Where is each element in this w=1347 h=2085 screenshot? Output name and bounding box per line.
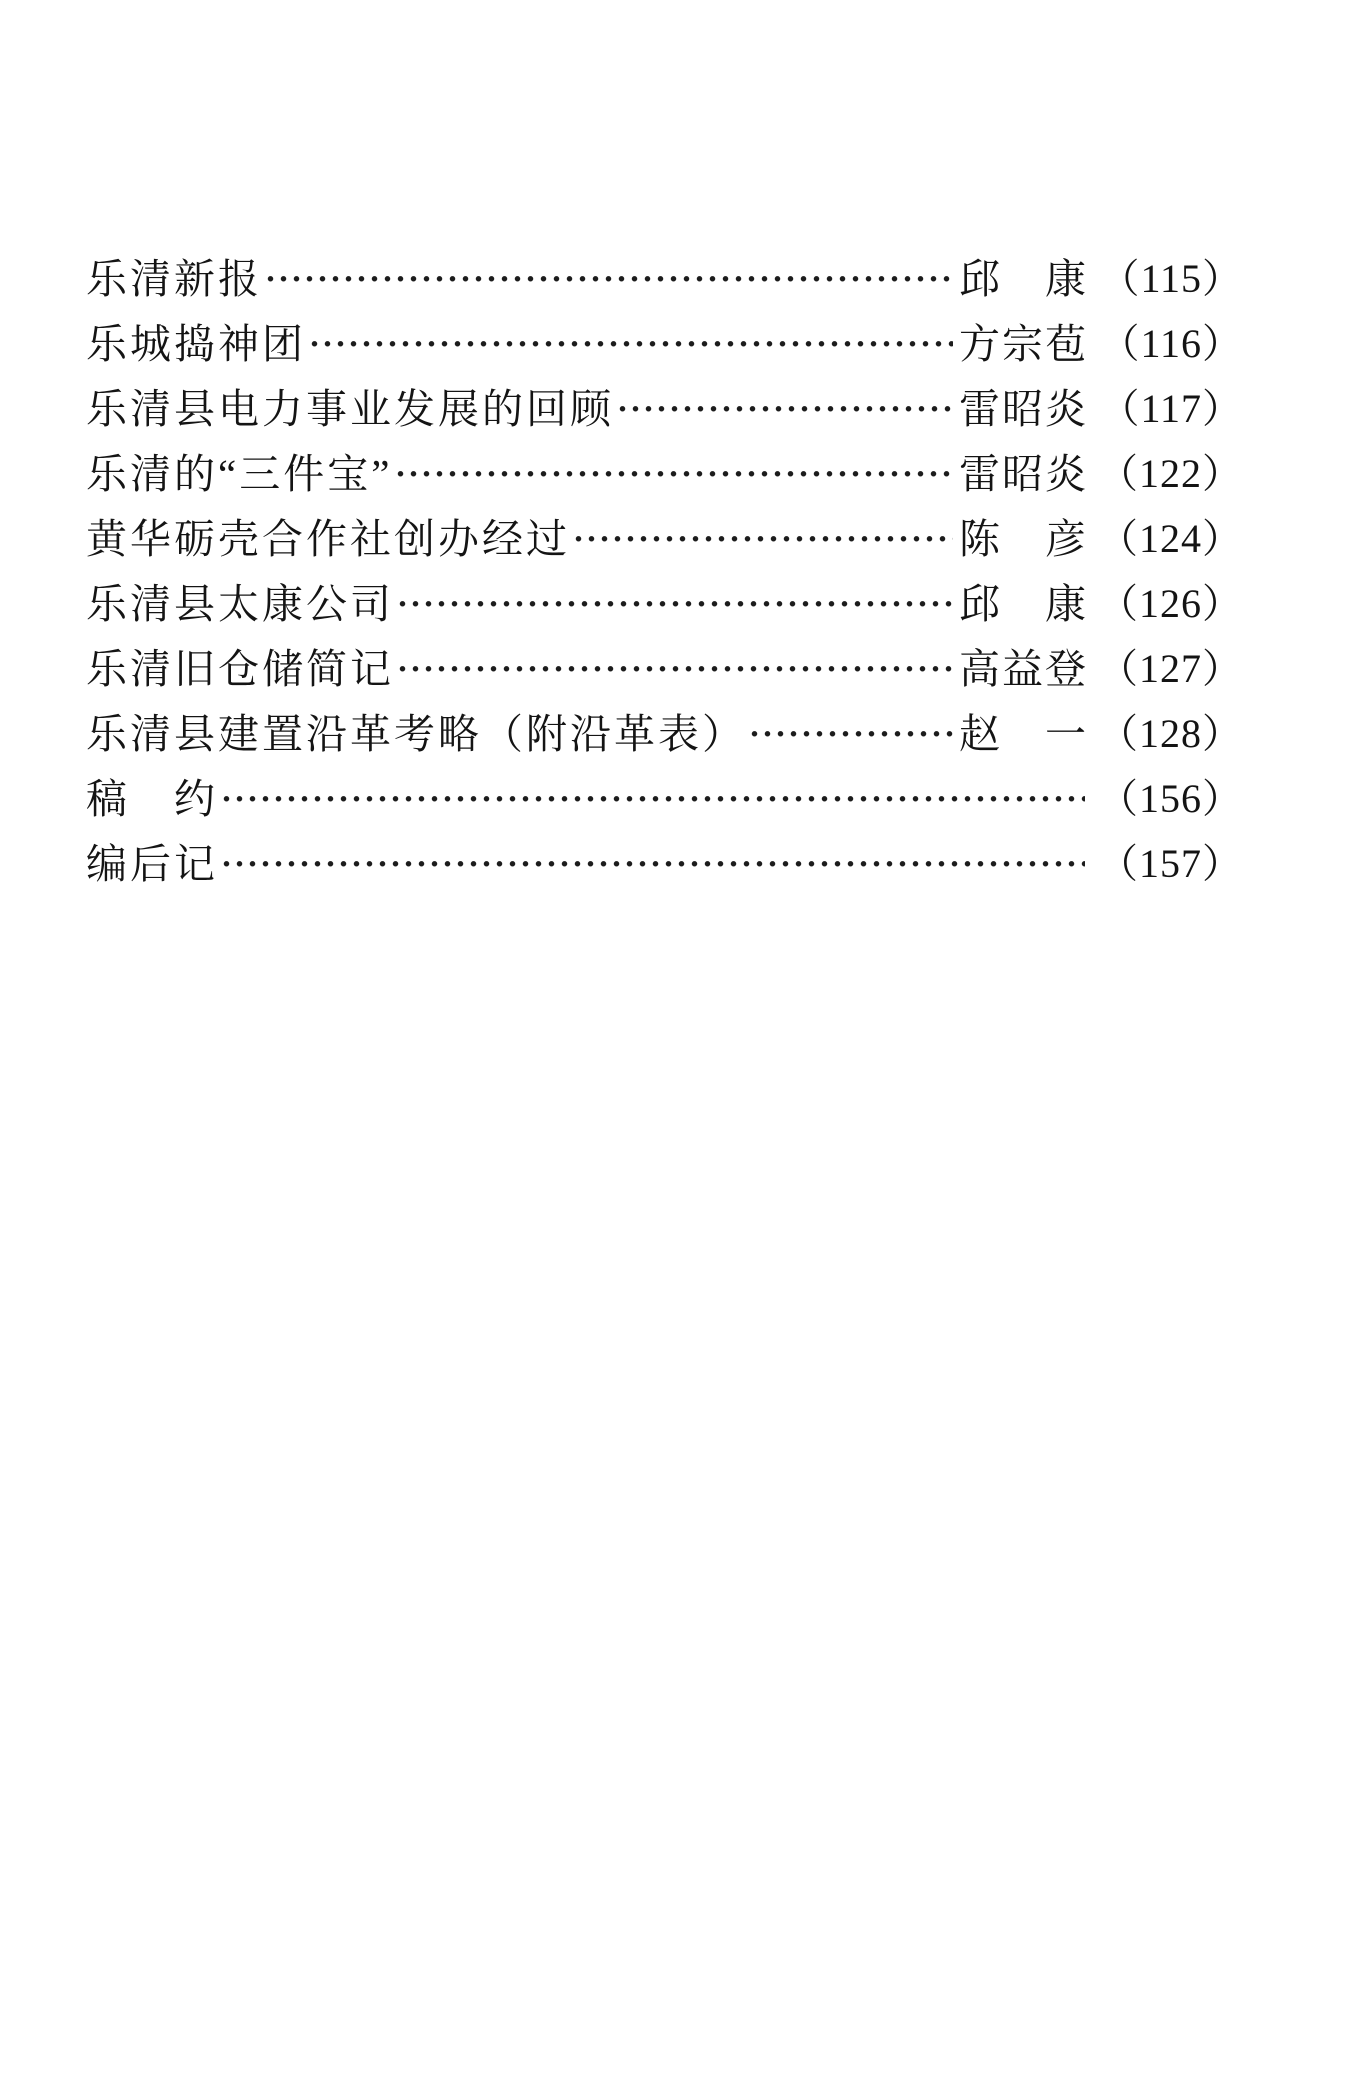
dot-leader	[396, 580, 953, 621]
toc-entry	[86, 503, 1243, 568]
entry-author: 雷昭炎	[959, 386, 1088, 432]
dot-leader	[308, 320, 953, 361]
entry-page-number: （124）	[1098, 516, 1243, 561]
toc-entry	[86, 373, 1243, 438]
dot-leader	[264, 255, 953, 296]
toc-entry	[86, 568, 1243, 633]
dot-leader	[572, 515, 953, 556]
entry-title: 稿 约	[86, 776, 218, 822]
entry-page-number: （117）	[1099, 386, 1243, 431]
entry-page-number: （156）	[1098, 776, 1243, 821]
dot-leader	[748, 710, 953, 751]
entry-title: 乐清县电力事业发展的回顾	[86, 386, 614, 432]
entry-title: 乐清的“三件宝”	[86, 451, 393, 497]
entry-page-number: （115）	[1099, 256, 1243, 301]
entry-title: 乐清县太康公司	[86, 581, 394, 627]
entry-page-number: （157）	[1098, 841, 1243, 886]
dot-leader	[220, 840, 1085, 881]
toc-entry	[86, 633, 1243, 698]
entry-author: 高益登	[959, 646, 1088, 692]
entry-page-number: （128）	[1098, 711, 1243, 756]
entry-author: 方宗苞	[959, 321, 1088, 367]
entry-author: 雷昭炎	[959, 451, 1088, 497]
toc-entry	[86, 308, 1243, 373]
entry-author: 陈 彦	[959, 516, 1088, 562]
dot-leader	[616, 385, 953, 426]
entry-page-number: （127）	[1098, 646, 1243, 691]
table-of-contents	[86, 243, 1243, 893]
entry-author: 邱 康	[959, 581, 1088, 627]
toc-entry	[86, 243, 1243, 308]
dot-leader	[220, 775, 1085, 816]
entry-author: 赵 一	[959, 711, 1088, 757]
dot-leader	[396, 645, 953, 686]
entry-title: 乐清旧仓储简记	[86, 646, 394, 692]
entry-page-number: （116）	[1099, 321, 1243, 366]
toc-entry	[86, 828, 1243, 893]
entry-page-number: （122）	[1098, 451, 1243, 496]
entry-title: 乐城捣神团	[86, 321, 306, 367]
entry-page-number: （126）	[1098, 581, 1243, 626]
entry-title: 编后记	[86, 841, 218, 887]
dot-leader	[394, 450, 953, 491]
entry-title: 乐清新报	[86, 256, 262, 302]
entry-title: 黄华砺壳合作社创办经过	[86, 516, 570, 562]
toc-entry	[86, 698, 1243, 763]
toc-entry	[86, 763, 1243, 828]
toc-entry	[86, 438, 1243, 503]
entry-title: 乐清县建置沿革考略（附沿革表）	[86, 711, 746, 757]
entry-author: 邱 康	[959, 256, 1088, 302]
